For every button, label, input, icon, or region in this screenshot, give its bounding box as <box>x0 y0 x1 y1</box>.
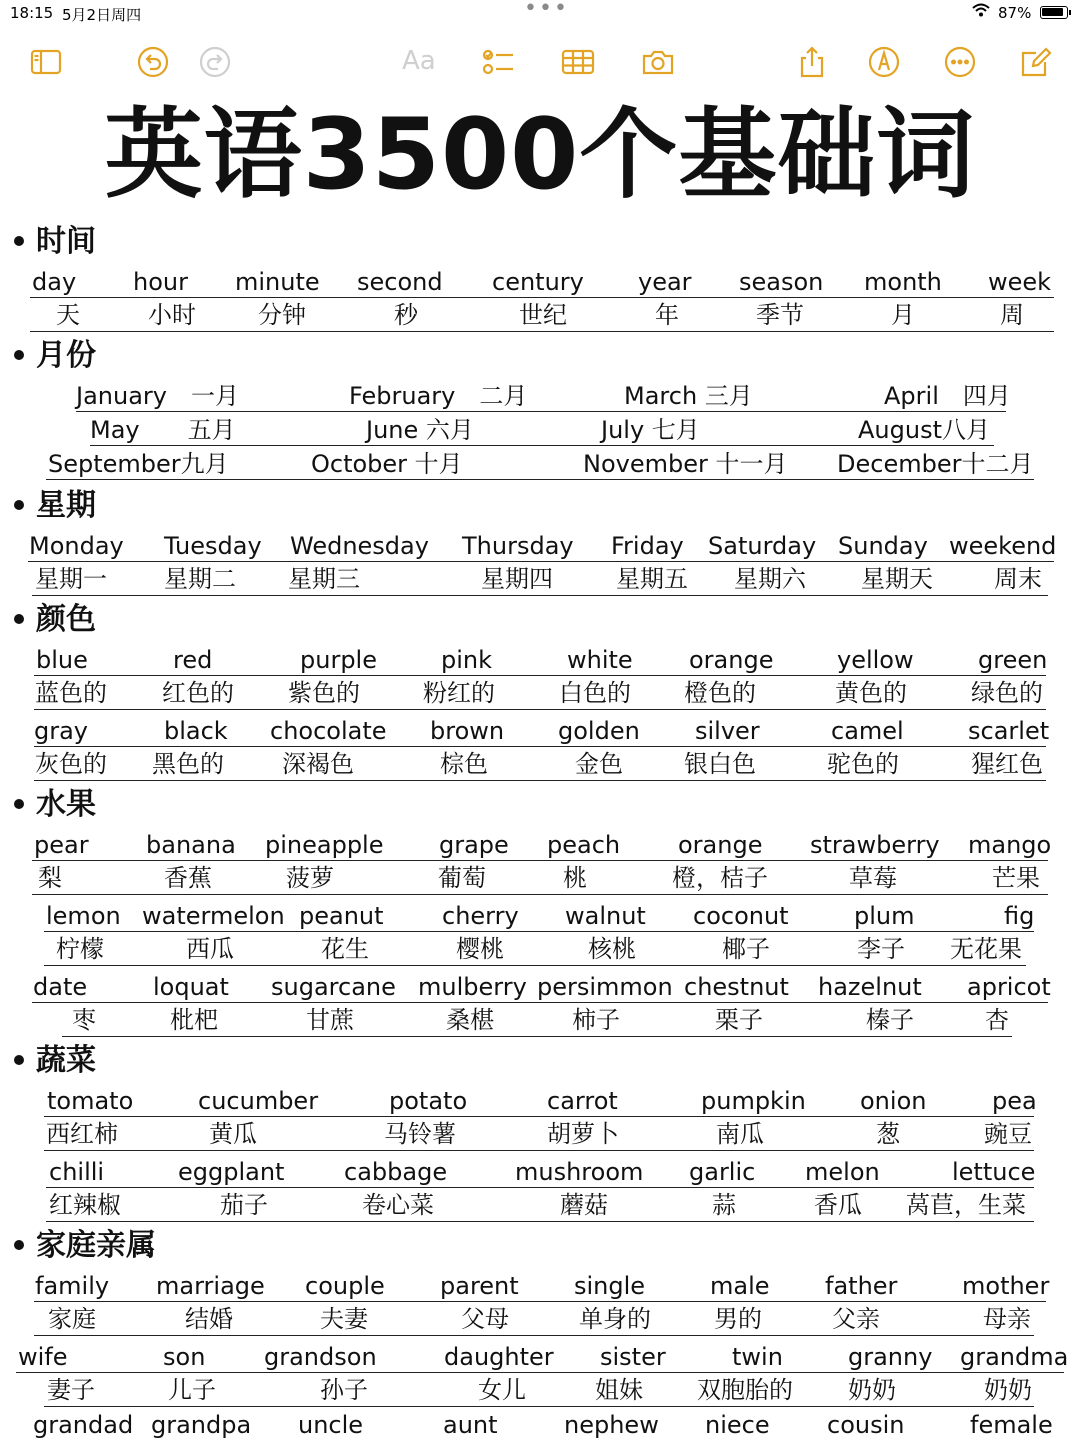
word-cell: date <box>33 973 88 1001</box>
word-cell: 家庭 <box>48 1305 96 1333</box>
section-heading-time <box>14 224 96 260</box>
section-heading-months <box>14 338 96 374</box>
word-row-week-zh <box>32 562 1048 596</box>
word-row-veg-en-1 <box>44 1085 1037 1117</box>
word-cell: chocolate <box>270 717 387 745</box>
word-cell: 红色的 <box>162 679 234 707</box>
word-cell: melon <box>805 1158 880 1186</box>
word-cell: February 二月 <box>349 382 528 410</box>
word-cell: July 七月 <box>601 416 700 444</box>
word-row-veg-zh-2 <box>46 1188 1034 1222</box>
redo-icon[interactable] <box>197 44 233 80</box>
section-label: 蔬菜 <box>36 1043 96 1078</box>
word-cell: 葱 <box>876 1120 900 1148</box>
word-cell: yellow <box>837 646 914 674</box>
camera-icon[interactable] <box>640 44 676 80</box>
section-heading-family <box>14 1228 156 1264</box>
word-cell: 蘑菇 <box>560 1191 608 1219</box>
battery-percent: 87% <box>998 4 1032 22</box>
word-cell: 妻子 <box>47 1376 95 1404</box>
word-cell: parent <box>440 1272 519 1300</box>
status-time: 18:15 <box>10 4 54 22</box>
word-cell: 周 <box>1000 301 1024 329</box>
word-cell: 奶奶 <box>984 1376 1032 1404</box>
word-cell: 樱桃 <box>456 935 504 963</box>
word-cell: orange <box>689 646 774 674</box>
word-cell: 奶奶 <box>848 1376 896 1404</box>
word-row-fruit-zh-2 <box>44 932 1026 966</box>
section-label: 月份 <box>36 338 96 373</box>
word-cell: 桃 <box>563 864 587 892</box>
bullet-icon <box>14 614 24 624</box>
word-cell: 香蕉 <box>164 864 212 892</box>
word-cell: 星期一 <box>35 565 107 593</box>
word-cell: November 十一月 <box>583 450 788 478</box>
word-cell: 猩红色 <box>971 750 1043 778</box>
word-cell: pink <box>441 646 493 674</box>
word-cell: wife <box>18 1343 68 1371</box>
word-row-veg-en-2 <box>46 1156 1034 1188</box>
word-cell: 无花果 <box>950 935 1022 963</box>
word-cell: coconut <box>693 902 789 930</box>
word-row-fam-en-1 <box>34 1270 1050 1302</box>
word-cell: garlic <box>689 1158 756 1186</box>
word-cell: 胡萝卜 <box>547 1120 619 1148</box>
word-cell: October 十月 <box>311 450 463 478</box>
word-cell: 小时 <box>148 301 196 329</box>
word-row-fruit-en-1 <box>32 829 1052 861</box>
word-cell: weekend <box>949 532 1057 560</box>
word-cell: 西瓜 <box>186 935 234 963</box>
word-cell: 西红柿 <box>46 1120 118 1148</box>
word-cell: mushroom <box>515 1158 644 1186</box>
word-cell: twin <box>732 1343 783 1371</box>
section-label: 水果 <box>36 787 96 822</box>
word-cell: 粉红的 <box>423 679 495 707</box>
word-row-fruit-en-3 <box>32 971 1051 1003</box>
word-cell: grandson <box>264 1343 377 1371</box>
word-cell: 白色的 <box>559 679 631 707</box>
word-cell: grandad <box>33 1411 134 1439</box>
word-cell: father <box>825 1272 898 1300</box>
word-cell: fig <box>1004 902 1035 930</box>
section-heading-fruits <box>14 787 96 823</box>
word-cell: 甘蔗 <box>306 1006 354 1034</box>
word-cell: 榛子 <box>866 1006 914 1034</box>
word-cell: 星期二 <box>164 565 236 593</box>
word-cell: 橙，桔子 <box>672 864 768 892</box>
word-cell: 柿子 <box>572 1006 620 1034</box>
word-cell: 秒 <box>394 301 418 329</box>
word-cell: 核桃 <box>588 935 636 963</box>
word-cell: January 一月 <box>76 382 239 410</box>
word-cell: brown <box>430 717 505 745</box>
word-row-months-1 <box>76 380 1011 412</box>
word-cell: 姐妹 <box>595 1376 643 1404</box>
word-cell: sugarcane <box>271 973 396 1001</box>
bullet-icon <box>14 500 24 510</box>
word-cell: banana <box>146 831 236 859</box>
word-cell: 豌豆 <box>984 1120 1032 1148</box>
word-cell: 周末 <box>994 565 1042 593</box>
word-cell: Thursday <box>462 532 574 560</box>
word-cell: 棕色 <box>440 750 488 778</box>
word-cell: 星期天 <box>861 565 933 593</box>
word-cell: century <box>492 268 584 296</box>
word-cell: loquat <box>153 973 229 1001</box>
word-cell: 男的 <box>714 1305 762 1333</box>
word-cell: scarlet <box>968 717 1050 745</box>
word-cell: sister <box>600 1343 666 1371</box>
word-cell: 椰子 <box>722 935 770 963</box>
word-cell: Sunday <box>838 532 928 560</box>
word-cell: 草莓 <box>849 864 897 892</box>
word-cell: pumpkin <box>701 1087 806 1115</box>
word-row-fruit-en-2 <box>44 900 1034 932</box>
word-cell: Saturday <box>708 532 817 560</box>
word-cell: male <box>710 1272 770 1300</box>
word-cell: 金色 <box>575 750 623 778</box>
word-cell: 星期五 <box>616 565 688 593</box>
word-cell: 双胞胎的 <box>697 1376 793 1404</box>
word-cell: mother <box>962 1272 1050 1300</box>
word-cell: 夫妻 <box>320 1305 368 1333</box>
word-cell: December十二月 <box>837 450 1034 478</box>
note-title: 英语3500个基础词 <box>104 98 976 212</box>
word-cell: 枣 <box>72 1006 96 1034</box>
word-cell: Wednesday <box>290 532 429 560</box>
word-cell: 星期四 <box>481 565 553 593</box>
word-row-fruit-zh-1 <box>32 861 1048 895</box>
markup-icon[interactable] <box>866 44 902 80</box>
word-cell: 黄瓜 <box>209 1120 257 1148</box>
section-heading-vegetables <box>14 1043 96 1079</box>
word-cell: 月 <box>891 301 915 329</box>
table-icon[interactable] <box>560 44 596 80</box>
more-icon[interactable] <box>942 44 978 80</box>
word-cell: year <box>638 268 692 296</box>
word-cell: lettuce <box>952 1158 1036 1186</box>
word-cell: granny <box>848 1343 933 1371</box>
word-row-color-en-2 <box>34 715 1050 747</box>
word-cell: 父亲 <box>832 1305 880 1333</box>
word-cell: 茄子 <box>220 1191 268 1219</box>
word-cell: 芒果 <box>992 864 1040 892</box>
section-label: 时间 <box>36 224 96 259</box>
word-cell: pea <box>992 1087 1037 1115</box>
word-cell: cucumber <box>198 1087 319 1115</box>
section-label: 星期 <box>36 488 96 523</box>
word-cell: 花生 <box>321 935 369 963</box>
word-cell: marriage <box>156 1272 265 1300</box>
word-cell: 马铃薯 <box>384 1120 456 1148</box>
word-cell: 单身的 <box>579 1305 651 1333</box>
word-row-months-2 <box>90 414 994 446</box>
wifi-icon <box>972 3 990 21</box>
notes-toolbar <box>0 36 1080 86</box>
word-row-color-zh-1 <box>34 676 1046 710</box>
word-cell: golden <box>558 717 640 745</box>
word-cell: 黑色的 <box>152 750 224 778</box>
share-icon[interactable] <box>794 44 830 80</box>
word-cell: blue <box>36 646 88 674</box>
word-cell: daughter <box>444 1343 554 1371</box>
word-cell: Monday <box>29 532 124 560</box>
word-cell: 季节 <box>756 301 804 329</box>
word-cell: May 五月 <box>90 416 236 444</box>
word-cell: mulberry <box>418 973 527 1001</box>
word-row-color-zh-2 <box>34 747 1046 781</box>
word-cell: son <box>163 1343 206 1371</box>
word-cell: 李子 <box>857 935 905 963</box>
word-cell: carrot <box>547 1087 618 1115</box>
bullet-icon <box>14 799 24 809</box>
word-cell: female <box>970 1411 1053 1439</box>
word-cell: 分钟 <box>258 301 306 329</box>
word-cell: April 四月 <box>884 382 1011 410</box>
bullet-icon <box>14 236 24 246</box>
word-cell: 父母 <box>461 1305 509 1333</box>
word-cell: single <box>574 1272 646 1300</box>
word-cell: 莴苣，生菜 <box>906 1191 1026 1219</box>
word-cell: onion <box>860 1087 927 1115</box>
word-cell: chilli <box>49 1158 105 1186</box>
word-cell: September九月 <box>48 450 229 478</box>
status-bar <box>0 0 1080 28</box>
word-cell: couple <box>305 1272 385 1300</box>
word-cell: gray <box>34 717 89 745</box>
word-cell: minute <box>235 268 320 296</box>
battery-icon <box>1040 6 1068 19</box>
word-row-time-zh <box>30 298 1054 332</box>
word-cell: 南瓜 <box>716 1120 764 1148</box>
format-text-icon[interactable]: Aa <box>402 46 436 76</box>
word-cell: watermelon <box>142 902 285 930</box>
word-row-months-3 <box>46 448 1034 480</box>
word-cell: grape <box>439 831 509 859</box>
word-cell: 红辣椒 <box>49 1191 121 1219</box>
word-cell: pineapple <box>265 831 384 859</box>
word-cell: Tuesday <box>164 532 262 560</box>
word-cell: red <box>173 646 213 674</box>
word-row-veg-zh-1 <box>44 1117 1034 1151</box>
word-cell: camel <box>831 717 904 745</box>
word-cell: week <box>988 268 1052 296</box>
word-cell: 星期六 <box>734 565 806 593</box>
word-cell: 杏 <box>985 1006 1009 1034</box>
word-cell: apricot <box>967 973 1051 1001</box>
word-cell: cousin <box>827 1411 905 1439</box>
word-cell: uncle <box>298 1411 364 1439</box>
section-label: 家庭亲属 <box>36 1228 156 1263</box>
word-cell: 香瓜 <box>814 1191 862 1219</box>
word-cell: 梨 <box>38 864 62 892</box>
word-cell: 灰色的 <box>35 750 107 778</box>
section-label: 颜色 <box>36 602 96 637</box>
word-cell: 儿子 <box>168 1376 216 1404</box>
word-row-fam-en-3 <box>30 1410 1053 1440</box>
word-cell: Friday <box>611 532 684 560</box>
word-cell: 菠萝 <box>286 864 334 892</box>
word-cell: orange <box>678 831 763 859</box>
word-cell: family <box>35 1272 110 1300</box>
word-cell: nephew <box>564 1411 659 1439</box>
section-heading-weekdays <box>14 488 96 524</box>
word-cell: chestnut <box>684 973 789 1001</box>
section-heading-colors <box>14 602 96 638</box>
word-cell: 葡萄 <box>438 864 486 892</box>
word-cell: grandpa <box>151 1411 252 1439</box>
word-row-fam-zh-1 <box>34 1302 1034 1336</box>
status-date: 5月2日周四 <box>62 6 142 24</box>
word-cell: 紫色的 <box>288 679 360 707</box>
word-cell: hour <box>133 268 188 296</box>
word-cell: 枇杷 <box>170 1006 218 1034</box>
word-cell: 世纪 <box>519 301 567 329</box>
word-cell: peach <box>547 831 621 859</box>
word-cell: June 六月 <box>366 416 474 444</box>
word-cell: niece <box>705 1411 770 1439</box>
word-cell: 银白色 <box>684 750 756 778</box>
word-row-fruit-zh-3 <box>62 1003 1012 1037</box>
word-cell: cherry <box>442 902 519 930</box>
word-cell: 女儿 <box>478 1376 526 1404</box>
checklist-icon[interactable] <box>480 44 516 80</box>
word-cell: 蓝色的 <box>35 679 107 707</box>
word-cell: tomato <box>47 1087 134 1115</box>
word-cell: pear <box>34 831 89 859</box>
word-cell: 栗子 <box>715 1006 763 1034</box>
word-cell: 绿色的 <box>971 679 1043 707</box>
word-row-time-en <box>30 266 1054 298</box>
word-cell: lemon <box>46 902 121 930</box>
word-cell: 蒜 <box>712 1191 736 1219</box>
word-cell: silver <box>695 717 760 745</box>
word-cell: 年 <box>655 301 679 329</box>
bullet-icon <box>14 1240 24 1250</box>
word-cell: day <box>32 268 77 296</box>
word-row-fam-zh-2 <box>44 1373 1034 1407</box>
word-cell: 驼色的 <box>827 750 899 778</box>
word-cell: season <box>739 268 824 296</box>
word-cell: 天 <box>56 301 80 329</box>
word-cell: 卷心菜 <box>362 1191 434 1219</box>
word-cell: 孙子 <box>320 1376 368 1404</box>
word-cell: persimmon <box>537 973 673 1001</box>
undo-icon[interactable] <box>135 44 171 80</box>
word-cell: mango <box>968 831 1052 859</box>
word-cell: 母亲 <box>983 1305 1031 1333</box>
word-cell: walnut <box>565 902 646 930</box>
word-cell: grandma <box>960 1343 1069 1371</box>
word-cell: month <box>864 268 942 296</box>
word-cell: 结婚 <box>185 1305 233 1333</box>
word-cell: plum <box>854 902 915 930</box>
word-cell: 黄色的 <box>835 679 907 707</box>
word-cell: second <box>357 268 443 296</box>
word-cell: August八月 <box>858 416 990 444</box>
bullet-icon <box>14 1055 24 1065</box>
word-cell: white <box>567 646 633 674</box>
word-cell: potato <box>389 1087 468 1115</box>
word-cell: March 三月 <box>624 382 753 410</box>
word-cell: 柠檬 <box>56 935 104 963</box>
compose-icon[interactable] <box>1018 44 1054 80</box>
multitasking-dots[interactable]: ••• <box>524 0 569 21</box>
word-cell: 星期三 <box>288 565 360 593</box>
word-cell: eggplant <box>178 1158 285 1186</box>
word-row-week-en <box>28 530 1057 562</box>
word-cell: 橙色的 <box>684 679 756 707</box>
word-cell: aunt <box>443 1411 498 1439</box>
word-cell: purple <box>300 646 377 674</box>
sidebar-icon[interactable] <box>28 44 64 80</box>
word-cell: peanut <box>299 902 384 930</box>
word-cell: strawberry <box>810 831 940 859</box>
word-cell: green <box>978 646 1048 674</box>
bullet-icon <box>14 350 24 360</box>
word-cell: 深褐色 <box>282 750 354 778</box>
word-cell: hazelnut <box>818 973 922 1001</box>
word-cell: black <box>164 717 228 745</box>
word-row-color-en-1 <box>34 644 1046 676</box>
word-cell: cabbage <box>344 1158 448 1186</box>
word-row-fam-en-2 <box>16 1341 1069 1373</box>
word-cell: 桑椹 <box>446 1006 494 1034</box>
